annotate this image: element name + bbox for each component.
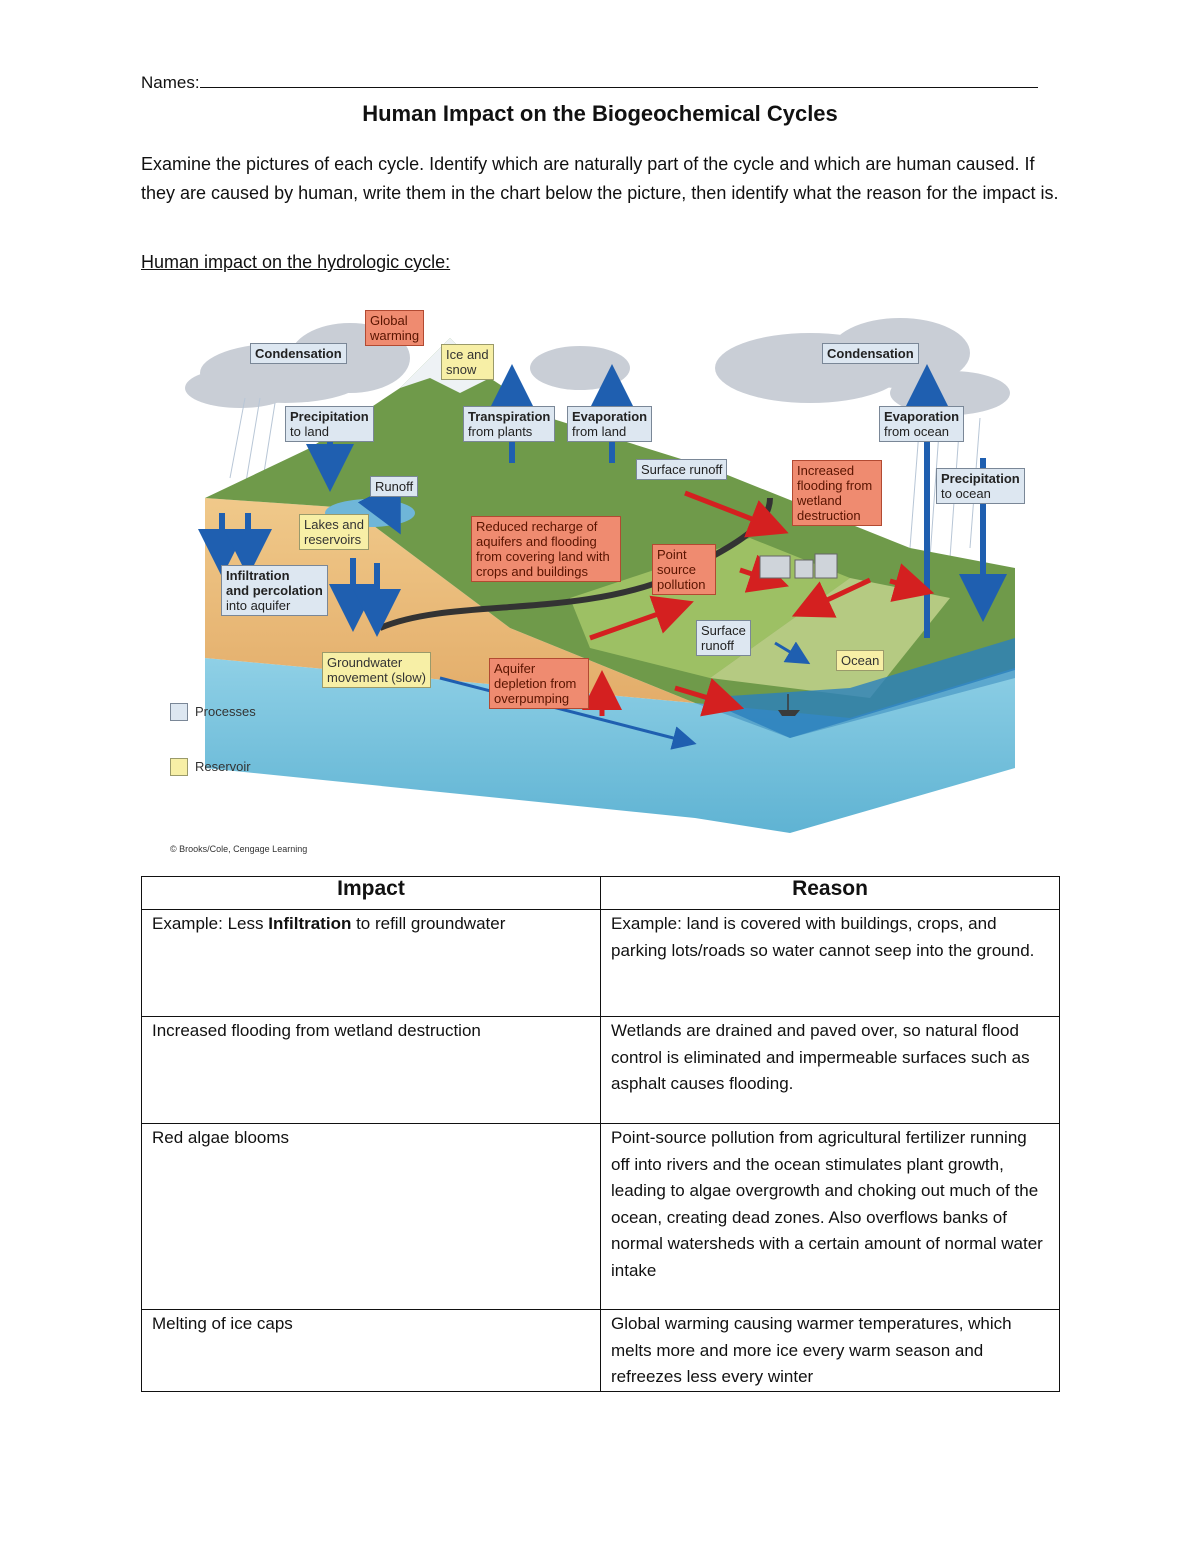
table-row xyxy=(142,1124,1060,1310)
label-condensation-right: Condensation xyxy=(822,343,919,364)
names-line[interactable] xyxy=(141,73,1038,93)
label-lakes-reservoirs: Lakes and reservoirs xyxy=(299,514,369,550)
table-row xyxy=(142,1310,1060,1392)
names-blank[interactable] xyxy=(200,73,1038,88)
header-impact: Impact xyxy=(142,877,601,910)
reason-cell[interactable]: Wetlands are drained and paved over, so natural flood control is eliminated and impermeable surfaces such as asphalt causes flooding. xyxy=(601,1017,1060,1124)
legend-reservoir-swatch xyxy=(170,758,188,776)
label-transpiration: Transpiration from plants xyxy=(463,406,555,442)
hydrologic-cycle-diagram xyxy=(150,298,1040,863)
section-heading: Human impact on the hydrologic cycle: xyxy=(141,252,451,272)
legend-reservoir-label: Reservoir xyxy=(195,759,251,774)
impact-reason-table xyxy=(141,876,1060,1392)
reason-cell[interactable]: Point-source pollution from agricultural fertilizer running off into rivers and the ocean stimulates plant growth, leading to algae overgrowth and choking out much of the ocean, creating dead zones. Also overflows banks of normal watersheds with a certain amount of normal water intake xyxy=(601,1124,1060,1310)
label-point-source-pollution: Point source pollution xyxy=(652,544,716,595)
legend-processes-swatch xyxy=(170,703,188,721)
table-header-row xyxy=(142,877,1060,910)
table-row xyxy=(142,1017,1060,1124)
legend-processes-label: Processes xyxy=(195,704,256,719)
impact-cell[interactable]: Increased flooding from wetland destruction xyxy=(142,1017,601,1124)
label-condensation-left: Condensation xyxy=(250,343,347,364)
impact-cell[interactable]: Example: Less Infiltration to refill groundwater xyxy=(142,910,601,1017)
label-precipitation-ocean: Precipitation to ocean xyxy=(936,468,1025,504)
impact-cell[interactable]: Red algae blooms xyxy=(142,1124,601,1310)
label-global-warming: Global warming xyxy=(365,310,424,346)
impact-cell[interactable]: Melting of ice caps xyxy=(142,1310,601,1392)
label-runoff: Runoff xyxy=(370,476,418,497)
label-surface-runoff-bottom: Surface runoff xyxy=(696,620,751,656)
reason-cell[interactable]: Example: land is covered with buildings, crops, and parking lots/roads so water cannot seep into the ground. xyxy=(601,910,1060,1017)
label-aquifer-depletion: Aquifer depletion from overpumping xyxy=(489,658,589,709)
page-title: Human Impact on the Biogeochemical Cycles xyxy=(362,101,838,126)
label-infiltration: Infiltration and percolation into aquifer xyxy=(221,565,328,616)
label-ocean: Ocean xyxy=(836,650,884,671)
image-credit: © Brooks/Cole, Cengage Learning xyxy=(170,844,308,854)
label-reduced-recharge: Reduced recharge of aquifers and flooding from covering land with crops and buildings xyxy=(471,516,621,582)
label-evaporation-ocean: Evaporation from ocean xyxy=(879,406,964,442)
instructions-paragraph: Examine the pictures of each cycle. Identify which are naturally part of the cycle and which are human caused. If they are caused by human, write them in the chart below the picture, then identify what the reason for the impact is. xyxy=(141,154,1059,203)
label-groundwater-movement: Groundwater movement (slow) xyxy=(322,652,431,688)
names-label: Names: xyxy=(141,73,200,92)
header-reason: Reason xyxy=(601,877,1060,910)
label-surface-runoff-top: Surface runoff xyxy=(636,459,727,480)
label-precipitation-land: Precipitation to land xyxy=(285,406,374,442)
clouds xyxy=(185,318,1010,415)
label-ice-and-snow: Ice and snow xyxy=(441,344,494,380)
label-evaporation-land: Evaporation from land xyxy=(567,406,652,442)
label-increased-flooding: Increased flooding from wetland destruction xyxy=(792,460,882,526)
table-row xyxy=(142,910,1060,1017)
reason-cell[interactable]: Global warming causing warmer temperatures, which melts more and more ice every warm season and refreezes less every winter xyxy=(601,1310,1060,1392)
